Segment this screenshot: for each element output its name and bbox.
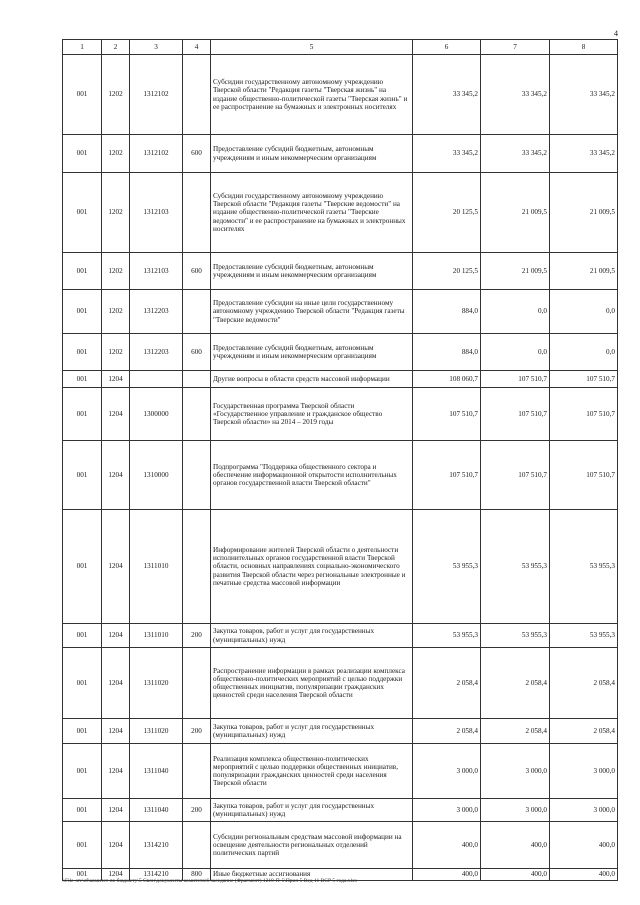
amount-col6-cell: 33 345,2 [413,55,481,135]
section-code-cell: 1202 [102,135,130,173]
amount-col8-cell: 33 345,2 [550,135,618,173]
amount-col7-cell: 107 510,7 [481,441,550,510]
header-cell-1: 1 [63,40,102,55]
section-code-cell: 1204 [102,648,130,719]
table-row [63,624,618,648]
amount-col7-cell: 107 510,7 [481,388,550,441]
expense-type-cell: 600 [183,135,211,173]
expense-type-cell: 800 [183,869,211,881]
amount-col7-cell: 3 000,0 [481,799,550,822]
table-row [63,290,618,334]
admin-code-cell: 001 [63,253,102,290]
amount-col8-cell: 3 000,0 [550,799,618,822]
amount-col8-cell: 3 000,0 [550,744,618,799]
amount-col7-cell: 0,0 [481,290,550,334]
target-article-cell: 1312102 [130,55,183,135]
expense-type-cell: 600 [183,253,211,290]
table-row [63,135,618,173]
section-code-cell: 1202 [102,173,130,253]
table-row [63,441,618,510]
amount-col8-cell: 107 510,7 [550,388,618,441]
amount-col7-cell: 0,0 [481,334,550,371]
amount-col8-cell: 107 510,7 [550,371,618,388]
table-row [63,173,618,253]
description-cell: Закупка товаров, работ и услуг для государственных (муниципальных) нужд [211,624,413,648]
admin-code-cell: 001 [63,173,102,253]
amount-col8-cell: 0,0 [550,334,618,371]
description-cell: Субсидии государственному автономному учреждению Тверской области "Редакция газеты "Тверские ведомости" на издание общественно-политической газеты "Тверские ведомости" и ее распространение на бумажных и электронных носителях [211,173,413,253]
section-code-cell: 1204 [102,388,130,441]
expense-type-cell: 200 [183,719,211,744]
amount-col8-cell: 21 009,5 [550,173,618,253]
amount-col7-cell: 21 009,5 [481,173,550,253]
admin-code-cell: 001 [63,799,102,822]
amount-col8-cell: 21 009,5 [550,253,618,290]
target-article-cell: 1312102 [130,135,183,173]
amount-col7-cell: 400,0 [481,822,550,869]
target-article-cell: 1300000 [130,388,183,441]
expense-type-cell [183,510,211,624]
header-cell-6: 6 [413,40,481,55]
expense-type-cell [183,371,211,388]
amount-col6-cell: 3 000,0 [413,799,481,822]
table-row [63,648,618,719]
expense-type-cell [183,744,211,799]
amount-col8-cell: 53 955,3 [550,510,618,624]
section-code-cell: 1202 [102,334,130,371]
target-article-cell: 1310000 [130,441,183,510]
expense-type-cell [183,441,211,510]
section-code-cell: 1204 [102,744,130,799]
expense-type-cell: 600 [183,334,211,371]
expense-type-cell [183,173,211,253]
admin-code-cell: 001 [63,822,102,869]
table-row [63,55,618,135]
description-cell: Информирование жителей Тверской области о деятельности исполнительных органов государственной власти Тверской области, основных направлениях социально-экономического развития Тверской области через региональные электронные и печатные средства массовой информации [211,510,413,624]
amount-col7-cell: 400,0 [481,869,550,881]
header-cell-3: 3 [130,40,183,55]
admin-code-cell: 001 [63,648,102,719]
amount-col7-cell: 2 058,4 [481,719,550,744]
amount-col6-cell: 400,0 [413,822,481,869]
admin-code-cell: 001 [63,441,102,510]
section-code-cell: 1204 [102,799,130,822]
header-cell-2: 2 [102,40,130,55]
section-code-cell: 1202 [102,290,130,334]
table-row [63,744,618,799]
target-article-cell [130,371,183,388]
expense-type-cell [183,648,211,719]
table-row [63,253,618,290]
admin-code-cell: 001 [63,510,102,624]
amount-col7-cell: 2 058,4 [481,648,550,719]
amount-col6-cell: 20 125,5 [413,173,481,253]
expense-type-cell [183,388,211,441]
section-code-cell: 1204 [102,624,130,648]
target-article-cell: 1312103 [130,253,183,290]
amount-col6-cell: 107 510,7 [413,388,481,441]
admin-code-cell: 001 [63,371,102,388]
amount-col6-cell: 107 510,7 [413,441,481,510]
section-code-cell: 1204 [102,822,130,869]
target-article-cell: 1311010 [130,624,183,648]
description-cell: Субсидии государственному автономному учреждению Тверской области "Редакция газеты "Тверская жизнь" на издание общественно-политической газеты "Тверская жизнь" и ее распространение на бумажных и электронных носителях [211,55,413,135]
header-cell-8: 8 [550,40,618,55]
amount-col6-cell: 20 125,5 [413,253,481,290]
description-cell: Иные бюджетные ассигнования [211,869,413,881]
description-cell: Закупка товаров, работ и услуг для государственных (муниципальных) нужд [211,719,413,744]
amount-col6-cell: 33 345,2 [413,135,481,173]
description-cell: Субсидии региональным средствам массовой информации на освещение деятельности региональных отделений политических партий [211,822,413,869]
description-cell: Распространение информации в рамках реализации комплекса общественно-политических мероприятий с целью поддержки общественных инициатив, популяризации гражданских ценностей среди населения Тверской области [211,648,413,719]
table-row [63,799,618,822]
description-cell: Предоставление субсидии на иные цели государственному автономному учреждению Тверской области "Редакция газеты "Тверские ведомости" [211,290,413,334]
amount-col6-cell: 53 955,3 [413,510,481,624]
amount-col6-cell: 108 060,7 [413,371,481,388]
amount-col8-cell: 0,0 [550,290,618,334]
amount-col8-cell: 2 058,4 [550,648,618,719]
admin-code-cell: 001 [63,744,102,799]
amount-col8-cell: 400,0 [550,869,618,881]
amount-col7-cell: 3 000,0 [481,744,550,799]
footer-file-path: \\File-srv\cf\комитет по бюджету\5 Свои\документы комитета\6 заседание (Фрагмент) 1219-П-5\Прил 5 Вед 11 ВСР 5 года.xlsx [62,878,358,884]
amount-col7-cell: 53 955,3 [481,624,550,648]
admin-code-cell: 001 [63,135,102,173]
section-code-cell: 1204 [102,510,130,624]
target-article-cell: 1314210 [130,869,183,881]
target-article-cell: 1311010 [130,510,183,624]
description-cell: Подпрограмма "Поддержка общественного сектора и обеспечение информационной открытости исполнительных органов государственной власти Тверской области" [211,441,413,510]
amount-col6-cell: 53 955,3 [413,624,481,648]
description-cell: Предоставление субсидий бюджетным, автономным учреждениям и иным некоммерческим организациям [211,253,413,290]
amount-col7-cell: 53 955,3 [481,510,550,624]
expense-type-cell: 200 [183,624,211,648]
target-article-cell: 1312203 [130,290,183,334]
amount-col7-cell: 21 009,5 [481,253,550,290]
description-cell: Предоставление субсидий бюджетным, автономным учреждениям и иным некоммерческим организациям [211,135,413,173]
expense-type-cell: 200 [183,799,211,822]
admin-code-cell: 001 [63,624,102,648]
table-row [63,822,618,869]
expense-type-cell [183,290,211,334]
amount-col6-cell: 2 058,4 [413,719,481,744]
target-article-cell: 1312103 [130,173,183,253]
section-code-cell: 1204 [102,371,130,388]
target-article-cell: 1311020 [130,719,183,744]
expense-type-cell [183,55,211,135]
description-cell: Другие вопросы в области средств массовой информации [211,371,413,388]
table-row [63,388,618,441]
table-row [63,719,618,744]
target-article-cell: 1314210 [130,822,183,869]
target-article-cell: 1311040 [130,799,183,822]
amount-col6-cell: 884,0 [413,334,481,371]
description-cell: Государственная программа Тверской области «Государственное управление и гражданское общество Тверской области» на 2014 – 2019 годы [211,388,413,441]
header-cell-5: 5 [211,40,413,55]
section-code-cell: 1202 [102,55,130,135]
description-cell: Реализация комплекса общественно-политических мероприятий с целью поддержки общественных инициатив, популяризации гражданских ценностей среди населения Тверской области [211,744,413,799]
amount-col8-cell: 53 955,3 [550,624,618,648]
admin-code-cell: 001 [63,290,102,334]
description-cell: Предоставление субсидий бюджетным, автономным учреждениям и иным некоммерческим организациям [211,334,413,371]
admin-code-cell: 001 [63,719,102,744]
amount-col8-cell: 33 345,2 [550,55,618,135]
amount-col6-cell: 400,0 [413,869,481,881]
amount-col7-cell: 33 345,2 [481,55,550,135]
header-cell-4: 4 [183,40,211,55]
table-row [63,510,618,624]
target-article-cell: 1312203 [130,334,183,371]
expense-type-cell [183,822,211,869]
section-code-cell: 1204 [102,441,130,510]
target-article-cell: 1311040 [130,744,183,799]
amount-col7-cell: 107 510,7 [481,371,550,388]
section-code-cell: 1204 [102,719,130,744]
amount-col6-cell: 2 058,4 [413,648,481,719]
header-row [63,40,618,55]
admin-code-cell: 001 [63,869,102,881]
table-row [63,371,618,388]
amount-col6-cell: 884,0 [413,290,481,334]
admin-code-cell: 001 [63,55,102,135]
amount-col7-cell: 33 345,2 [481,135,550,173]
section-code-cell: 1204 [102,869,130,881]
description-cell: Закупка товаров, работ и услуг для государственных (муниципальных) нужд [211,799,413,822]
budget-table [62,39,618,881]
table-row [63,334,618,371]
admin-code-cell: 001 [63,334,102,371]
amount-col8-cell: 400,0 [550,822,618,869]
amount-col6-cell: 3 000,0 [413,744,481,799]
target-article-cell: 1311020 [130,648,183,719]
amount-col8-cell: 107 510,7 [550,441,618,510]
header-cell-7: 7 [481,40,550,55]
page-number: 4 [614,29,618,38]
admin-code-cell: 001 [63,388,102,441]
amount-col8-cell: 2 058,4 [550,719,618,744]
section-code-cell: 1202 [102,253,130,290]
